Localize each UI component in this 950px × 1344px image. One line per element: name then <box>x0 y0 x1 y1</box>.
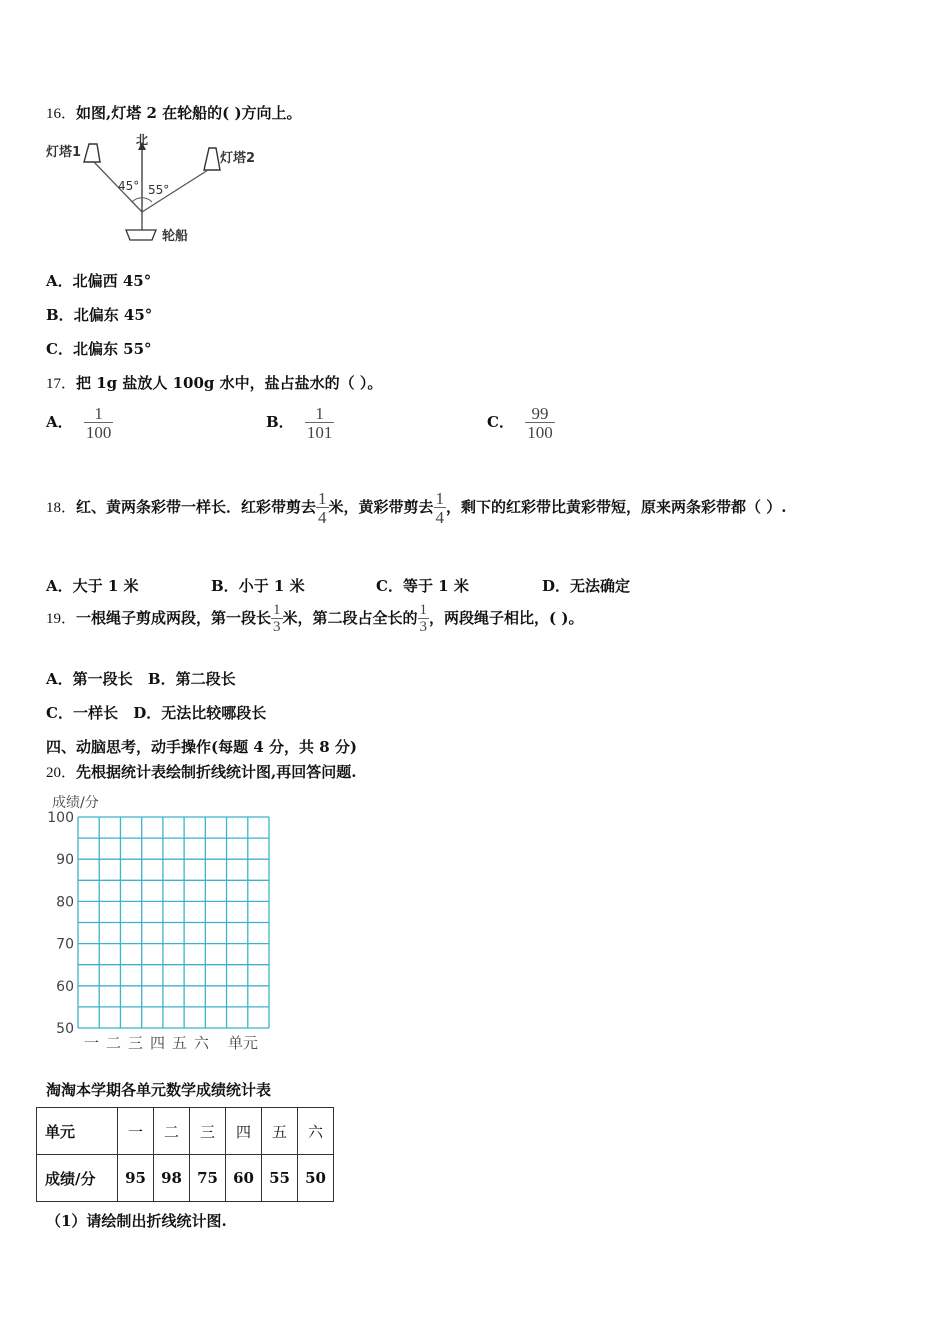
option-letter: B． <box>46 306 74 324</box>
question-number: 19． <box>46 611 77 627</box>
lighthouse-2-icon <box>204 148 220 170</box>
y-tick-label: 70 <box>56 936 74 953</box>
question-16 <box>46 102 302 123</box>
question-text: ，两段绳子相比，( )。 <box>429 609 584 627</box>
q17-option-a[interactable] <box>46 405 113 441</box>
fraction: $\frac{1}{100}$ <box>85 404 112 442</box>
y-tick-label: 100 <box>47 810 74 826</box>
ship-label: 轮船 <box>162 229 189 244</box>
table-row-scores <box>37 1155 334 1202</box>
score-table <box>36 1107 334 1202</box>
section-heading: 四、动脑思考，动手操作(每题 4 分，共 8 分) <box>46 738 357 756</box>
row-header: 单元 <box>37 1108 118 1155</box>
question-19 <box>46 603 583 635</box>
question-18 <box>46 490 787 526</box>
q19-option-c[interactable]: C．一样长 <box>46 704 118 722</box>
fraction: $\frac{1}{101}$ <box>306 404 333 442</box>
unit-cell: 四 <box>226 1108 262 1155</box>
score-cell: 50 <box>298 1155 334 1202</box>
fraction: $\frac{1}{3}$ <box>273 602 281 635</box>
y-tick-label: 50 <box>56 1021 74 1037</box>
option-letter: A． <box>46 413 73 431</box>
question-text: 先根据统计表绘制折线统计图,再回答问题. <box>76 763 357 781</box>
lighthouse-1-label: 灯塔1 <box>46 145 82 160</box>
table-row-units <box>37 1108 334 1155</box>
option-letter: B． <box>266 413 294 431</box>
question-text: ，剩下的红彩带比黄彩带短，原来两条彩带都（ ）. <box>446 498 787 516</box>
lighthouse-2-label: 灯塔2 <box>220 151 256 166</box>
lighthouse-1-icon <box>84 144 100 162</box>
option-text: 北偏西 45° <box>72 272 152 290</box>
q18-option-d[interactable]: D．无法确定 <box>542 577 631 595</box>
q17-option-c[interactable] <box>487 405 555 441</box>
x-tick-labels <box>84 1034 210 1052</box>
q19-options-row-2 <box>46 702 266 723</box>
q19-options-row-1 <box>46 668 236 689</box>
fraction: $\frac{1}{4}$ <box>318 489 327 527</box>
question-text: 把 1g 盐放人 100g 水中，盐占盐水的（ ）。 <box>76 374 383 392</box>
unit-cell: 一 <box>118 1108 154 1155</box>
score-cell: 75 <box>190 1155 226 1202</box>
unit-cell: 二 <box>154 1108 190 1155</box>
question-text: 米，黄彩带剪去 <box>328 498 434 516</box>
question-text: 一根绳子剪成两段，第一段长 <box>76 609 272 627</box>
x-tick-label: 二 <box>106 1034 122 1052</box>
q16-option-a[interactable] <box>46 270 151 291</box>
x-tick-label: 四 <box>150 1034 166 1052</box>
grid-lines <box>78 817 269 1028</box>
q19-option-a[interactable]: A．第一段长 <box>46 670 133 688</box>
fraction: $\frac{1}{3}$ <box>419 602 428 635</box>
q16-option-c[interactable] <box>46 338 152 359</box>
option-text: 北偏东 45° <box>73 306 153 324</box>
row-header: 成绩/分 <box>37 1155 118 1202</box>
question-text: 如图,灯塔 2 在轮船的( )方向上。 <box>76 104 302 122</box>
question-number: 17． <box>46 376 77 392</box>
score-cell: 98 <box>154 1155 190 1202</box>
fraction: $\frac{1}{4}$ <box>435 489 445 527</box>
sub-question-1: （1）请绘制出折线统计图. <box>46 1212 227 1230</box>
x-tick-label: 三 <box>128 1034 144 1052</box>
score-grid <box>44 788 274 1056</box>
ship-icon <box>126 230 156 240</box>
table-title: 淘淘本学期各单元数学成绩统计表 <box>46 1081 272 1099</box>
q19-option-d[interactable]: D．无法比较哪段长 <box>133 704 267 722</box>
angle-45-label: 45° <box>118 179 140 193</box>
lighthouse-figure <box>44 130 264 248</box>
question-number: 16． <box>46 106 77 122</box>
q18-option-b[interactable]: B．小于 1 米 <box>211 577 305 595</box>
question-number: 20． <box>46 765 77 781</box>
y-tick-label: 90 <box>56 852 74 869</box>
question-text: 米，第二段占全长的 <box>282 609 418 627</box>
question-20 <box>46 761 356 782</box>
angle-55-label: 55° <box>148 183 170 197</box>
score-cell: 95 <box>118 1155 154 1202</box>
q18-option-c[interactable]: C．等于 1 米 <box>376 577 469 595</box>
fraction: $\frac{99}{100}$ <box>527 404 553 442</box>
option-letter: C． <box>46 340 73 358</box>
q18-option-a[interactable]: A．大于 1 米 <box>46 577 139 595</box>
option-letter: C． <box>487 413 514 431</box>
q16-option-b[interactable] <box>46 304 152 325</box>
x-tick-label: 五 <box>172 1034 188 1052</box>
north-label: 北 <box>136 133 149 147</box>
x-tick-label: 六 <box>194 1034 210 1052</box>
y-axis-label: 成绩/分 <box>52 795 99 811</box>
option-letter: A． <box>46 272 73 290</box>
question-number: 18． <box>46 500 77 516</box>
score-cell: 60 <box>226 1155 262 1202</box>
score-cell: 55 <box>262 1155 298 1202</box>
unit-cell: 六 <box>298 1108 334 1155</box>
y-tick-label: 80 <box>56 894 74 911</box>
y-tick-labels <box>47 810 74 1037</box>
unit-cell: 三 <box>190 1108 226 1155</box>
x-axis-unit: 单元 <box>228 1034 259 1052</box>
q19-option-b[interactable]: B．第二段长 <box>147 670 236 688</box>
question-17 <box>46 372 382 393</box>
q17-option-b[interactable] <box>266 405 334 441</box>
question-text: 红、黄两条彩带一样长．红彩带剪去 <box>76 498 317 516</box>
unit-cell: 五 <box>262 1108 298 1155</box>
y-tick-label: 60 <box>56 978 74 995</box>
option-text: 北偏东 55° <box>72 340 152 358</box>
x-tick-label: 一 <box>84 1034 100 1052</box>
